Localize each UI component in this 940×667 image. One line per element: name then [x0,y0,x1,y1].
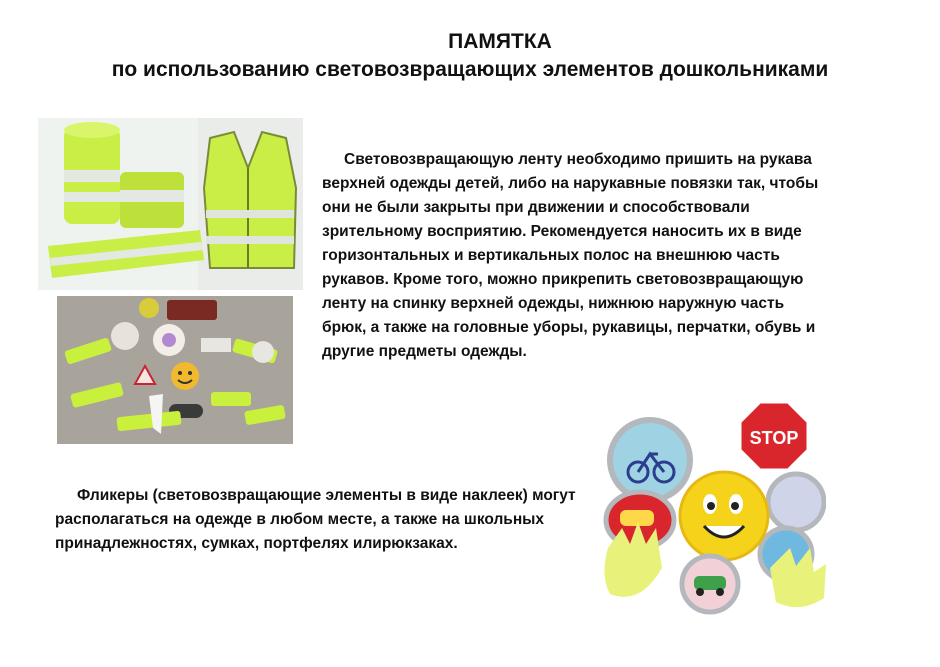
stop-sign-text: STOP [749,428,799,448]
page-title [0,28,940,84]
stickers-illustration [57,296,293,444]
title-line-2: по использованию световозвращающих элементов дошкольниками [111,58,829,81]
flickers-paragraph: Фликеры (световозвращающие элементы в виде наклеек) могут располагаться на одежде в любом месте, а также на школьных принадлежностях, сумках, портфелях илирюкзаках. [55,487,576,552]
vest-armbands-photo [38,118,303,290]
flickers-illustration [600,398,826,616]
flickers-photo [600,398,826,616]
title-line-1: ПАМЯТКА [448,30,552,53]
vest-armbands-illustration [38,118,303,290]
stickers-photo [57,296,293,444]
reflective-tape-paragraph: Световозвращающую ленту необходимо пришить на рукава верхней одежды детей, либо на нарукавные повязки так, чтобы они не были закрыты при движении и способствовали зрительному восприятию. Рекомендуется наносить их в виде горизонтальных и вертикальных полос на внешнюю часть рукавов. Кроме того, можно прикрепить световозвращающую ленту на спинку верхней одежды, нижнюю наружную часть брюк, а также на головные уборы, рукавицы, перчатки, обувь и другие предметы одежды. [322,151,819,360]
